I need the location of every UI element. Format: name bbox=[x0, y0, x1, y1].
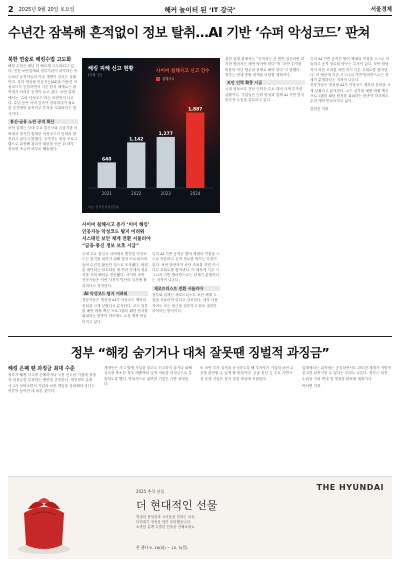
caption-line: “금융·통신 정보 보호 시급” bbox=[82, 244, 139, 249]
section-subhead: 통신·금융 노린 공격 확산 bbox=[8, 119, 78, 124]
caption-line: 사이버 침해사고 증가 ‘이미 해킹’ bbox=[82, 223, 150, 228]
bar-value-label: 1,887 bbox=[188, 107, 203, 113]
ad-brand-logo: THE HYUNDAI bbox=[316, 483, 384, 492]
bar-value-label: 640 bbox=[102, 157, 112, 163]
bar-value-label: 1,142 bbox=[129, 137, 144, 143]
article-body: 해킹 수법은 매년 더 빠르게 고도화되고 있다. 전문 보안업체와 정부기관이 파악하는 속도보다 공격자들의 기술 개발이 앞서는 상황이다. 특히 생성형 인공지능(AI)을 이용한 악성코드가 등장하면서 기존 탐지 체계로는 잡아내기 어려운 공격이 늘고 있다. 보안 업계에서는 ‘슈퍼 악성코드’라는 표현까지 나온다. 수년 동안 서버 깊숙이 잠복하다가 필요한 순간에만 움직이고 흔적을 지워버리는 방식이다. bbox=[8, 64, 78, 116]
legend-label: 침해사고 bbox=[162, 77, 175, 81]
article-body: 정부와 업계는 제로트러스트 보안 체계 도입을 서둘러야 한다고 강조한다. 내부 사용자라도 모든 접근을 검증하고 최소 권한만 부여하는 방식이다. bbox=[152, 293, 218, 313]
article-body: 관련 업계 관계자는 “공격자는 한 번만 성공하면 되지만 방어자는 매번 막아야 한다”며 “보안 투자를 비용이 아닌 생존의 문제로 봐야 한다”고 말했다. 정부는 연내 종합 대책을 마련할 계획이다. bbox=[225, 57, 305, 77]
category-label: 2023 bbox=[160, 191, 171, 196]
section-divider bbox=[8, 336, 392, 337]
article-body: 특히 AI 기반 공격은 방어 체계의 약점을 스스로 학습하고 공격 경로를 바꾸는 특징이 있다. 보안 담당자가 차단 조치를 하면 즉시 다른 우회로를 찾아낸다. 이 때문에 기존 시그니처 기반 방어만으로는 한계가 분명하다는 지적이 나온다. bbox=[310, 57, 390, 83]
article-col-5 bbox=[310, 57, 392, 333]
ad-body bbox=[136, 515, 306, 531]
second-headline: 정부 “해킹 숨기거나 대처 잘못땐 징벌적 과징금” bbox=[70, 345, 330, 360]
article2-byline: 이서연 기자 bbox=[302, 383, 321, 388]
article-col-2 bbox=[82, 252, 148, 333]
article-body: 보안 업계는 국내 주요 통신사와 금융기관 서버에서 장기간 잠복한 악성코드가 잇따라 발견되고 있다고 밝혔다. 공격자는 정상 프로그램으로 위장해 관리자 권한을 얻은 뒤 내부 정보를 조금씩 외부로 빼돌렸다. bbox=[8, 126, 78, 152]
article2-col-2 bbox=[104, 366, 192, 472]
article2-col-4 bbox=[302, 366, 392, 472]
article2-body: 또 보안 투자 실적을 공시하도록 해 투자자가 기업의 보안 수준을 판단할 수 있게 할 방침이다. 금융·통신 등 주요 기반시설 운영 기업은 정기 점검 대상에 포함된다. bbox=[200, 366, 294, 381]
gift-box-icon bbox=[14, 483, 74, 555]
page-number: 2 bbox=[8, 4, 14, 14]
section-subhead: 제로트러스트 전환 서둘러야 bbox=[152, 286, 220, 291]
graphic-caption bbox=[82, 222, 218, 250]
bar-2024 bbox=[186, 113, 204, 188]
bar-value-label: 1,277 bbox=[158, 131, 173, 137]
caption-line: 서스테인 보안 체계 전환 서둘러야 bbox=[82, 237, 151, 242]
article2-body: 정부가 해킹 사고를 은폐하거나 늑장 신고한 기업에 징벌적 과징금을 부과하는 방안을 추진한다. 개인정보 유출 사고가 잇따르면서 기업의 보안 책임을 강화해야 한다는 여론이 높아진 데 따른 것이다. bbox=[8, 373, 96, 393]
ad-body-line: 더현대가 정성을 담아 준비했습니다. bbox=[136, 520, 192, 525]
article-byline: 김민준 기자 bbox=[310, 106, 329, 111]
bar-chart bbox=[82, 58, 220, 213]
section-subhead: 보안 인력 확충 시급 bbox=[225, 80, 305, 85]
category-label: 2021 bbox=[101, 191, 112, 196]
article2-col-3 bbox=[200, 366, 294, 472]
ad-title: 더 현대적인 선물 bbox=[136, 499, 218, 512]
bar-2022 bbox=[127, 142, 145, 188]
chart-unit: (단위: 건) bbox=[88, 73, 102, 77]
article-body: 국내 정보보호 전문 인력은 수요 대비 크게 부족한 상황이다. 기업들은 인력 양성과 함께 AI 기반 탐지 솔루션 도입을 검토하고 있다. bbox=[225, 87, 306, 103]
ad-event-date: 본 행사 9. 16(화) ~ 10. 5(일) bbox=[136, 545, 188, 550]
article-body: 국내 주요 통신사 서버에서 발견된 악성코드는 탐지를 피하기 위해 정상 프로세스에 숨어 수년간 활동한 것으로 조사됐다. 탈취된 데이터는 암호화된 채 여러 단계의 경유지를 거쳐 해외로 전송됐다. 사이버 보안 전문가들은 이번 사건이 빙산의 일각에 불과하다고 지적한다. bbox=[82, 252, 148, 288]
article-body: 전문가들은 생성형 AI가 악성코드 제작의 문턱을 크게 낮췄다고 분석한다. 코드 일부를 매번 바꿔 백신 프로그램의 패턴 탐지를 회피하는 변종이 하루에도 수천 개씩 만들어지고 있다. bbox=[310, 83, 391, 104]
category-label: 2022 bbox=[131, 191, 142, 196]
article2-body: 개정안은 사고 발생 사실을 알고도 신고하지 않거나 피해 규모를 축소한 경우 매출액의 일정 비율을 과징금으로 부과하도록 했다. 반복적으로 위반한 기업은 가중 처벌된다. bbox=[104, 366, 193, 386]
article-col-3 bbox=[152, 252, 220, 333]
chart-legend bbox=[156, 76, 174, 81]
article-body: 특히 AI 기반 공격은 방어 체계의 약점을 스스로 학습하고 공격 경로를 바꾸는 특징이 있다. 보안 담당자가 차단 조치를 하면 즉시 다른 우회로를 찾아낸다. 이 때문에 기존 시그니처 기반 방어만으로는 한계가 분명하다는 지적이 나온다. bbox=[152, 252, 221, 283]
article-body: 전문가들은 생성형 AI가 악성코드 제작의 문턱을 크게 낮췄다고 분석한다. 코드 일부를 매번 바꿔 백신 프로그램의 패턴 탐지를 회피하는 변종이 하루에도 수천 개씩 만들어지고 있다. bbox=[82, 298, 150, 324]
section-subhead: AI 악성코드 탐지 어려워 bbox=[82, 291, 148, 296]
category-label: 2024 bbox=[190, 191, 201, 196]
ad-body-line: 명절의 풍성함과 고마움을 전하는 마음, bbox=[136, 515, 196, 519]
article2-body: 업계에서는 취지에는 공감하면서도 과도한 제재가 자발적 신고를 위축시킬 수 있다는 우려도 나온다. 정부는 의견 수렴을 거쳐 연내 법 개정을 완료할 계획이다. bbox=[302, 366, 393, 381]
issue-date: 2025년 9월 20일 토요일 bbox=[18, 6, 75, 13]
hacking-chart-graphic bbox=[82, 58, 220, 213]
legend-swatch bbox=[156, 77, 160, 81]
bar-2023 bbox=[157, 137, 175, 188]
page-header bbox=[8, 3, 392, 16]
chart-title: 해킹 피해 신고 현황 bbox=[88, 66, 134, 72]
article2-subhead: 해킹 은폐 땐 과징금 최대 수준 bbox=[8, 366, 75, 372]
article2-col-1 bbox=[8, 366, 96, 472]
main-headline: 수년간 잠복해 흔적없이 정보 탈취…AI 기반 ‘슈퍼 악성코드’ 판쳐 bbox=[8, 26, 370, 41]
hyundai-advertisement bbox=[8, 476, 392, 559]
article-subhead: 북한 연술로 해킹수법 고도화 bbox=[8, 57, 72, 63]
section-title: 해커 놀이터 된 ‘IT 강국’ bbox=[164, 5, 236, 14]
chart-subtitle: 사이버 침해사고 신고 건수 bbox=[156, 69, 210, 74]
chart-source: 자료: 한국인터넷진흥원 bbox=[88, 205, 119, 209]
bar-2021 bbox=[98, 162, 116, 188]
ad-body-line: 소중한 분께 특별한 선물을 전해보세요. bbox=[136, 525, 196, 530]
ad-subtitle: 2025 추석 선물 bbox=[136, 489, 165, 494]
article-col-4 bbox=[225, 57, 305, 333]
publication-name: 서울경제 bbox=[370, 7, 392, 13]
article-col-1 bbox=[8, 57, 78, 333]
caption-line: 인공지능 악성코드 탐지 어려워 bbox=[82, 230, 145, 235]
